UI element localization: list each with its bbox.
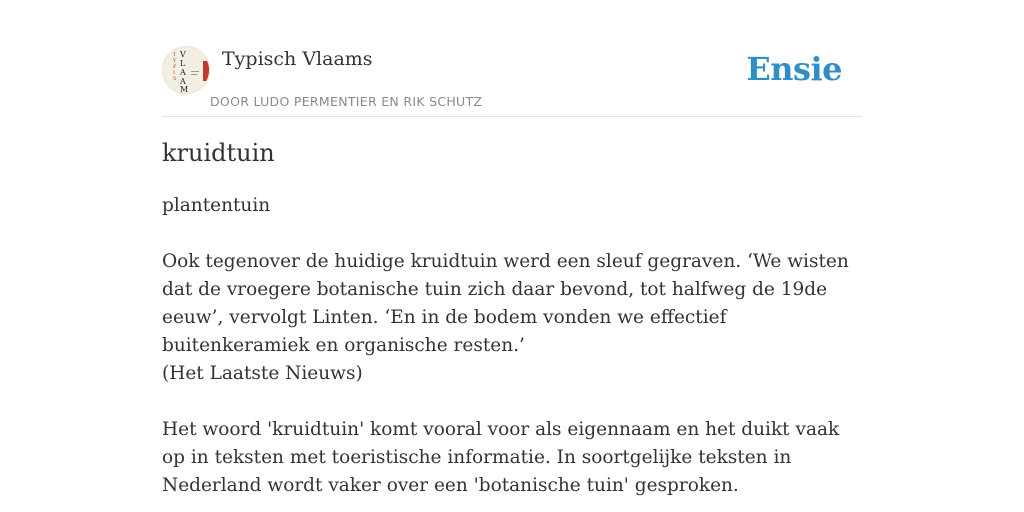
svg-text:A: A <box>180 77 186 86</box>
svg-text:V: V <box>180 50 186 59</box>
author-byline: DOOR LUDO PERMENTIER EN RIK SCHUTZ <box>210 94 483 109</box>
entry-definition: plantentuin <box>162 195 271 216</box>
site-header <box>162 44 862 117</box>
svg-text:T: T <box>173 52 177 58</box>
svg-text:I: I <box>173 70 175 76</box>
ensie-logo-link[interactable]: Ensie <box>746 50 842 88</box>
entry-content <box>162 192 862 512</box>
svg-text:P: P <box>173 64 177 70</box>
svg-text:Y: Y <box>173 58 177 64</box>
book-cover-icon <box>163 47 209 93</box>
book-title-link[interactable]: Typisch Vlaams <box>222 48 373 70</box>
svg-text:S: S <box>173 76 177 82</box>
entry-note: Het woord 'kruidtuin' komt vooral voor als eigennaam en het duikt vaak op in teksten met toeristische informatie. In soortgelijke teksten in Nederland wordt vaker over een 'botanische tuin' gesproken. <box>162 419 840 496</box>
example-quote: Ook tegenover de huidige kruidtuin werd een sleuf gegraven. ‘We wisten dat de vroegere botanische tuin zich daar bevond, tot halfweg de 19de eeuw’, vervolgt Linten. ‘En in de bodem vonden we effectief buitenkeramiek en organische resten.’ <box>162 251 849 356</box>
book-cover-avatar[interactable] <box>162 46 210 94</box>
svg-text:A: A <box>180 68 186 77</box>
svg-text:L: L <box>180 59 186 68</box>
entry-example <box>162 248 862 388</box>
entry-headword: kruidtuin <box>162 139 275 167</box>
svg-text:M: M <box>180 85 189 93</box>
example-source: (Het Laatste Nieuws) <box>162 363 363 384</box>
